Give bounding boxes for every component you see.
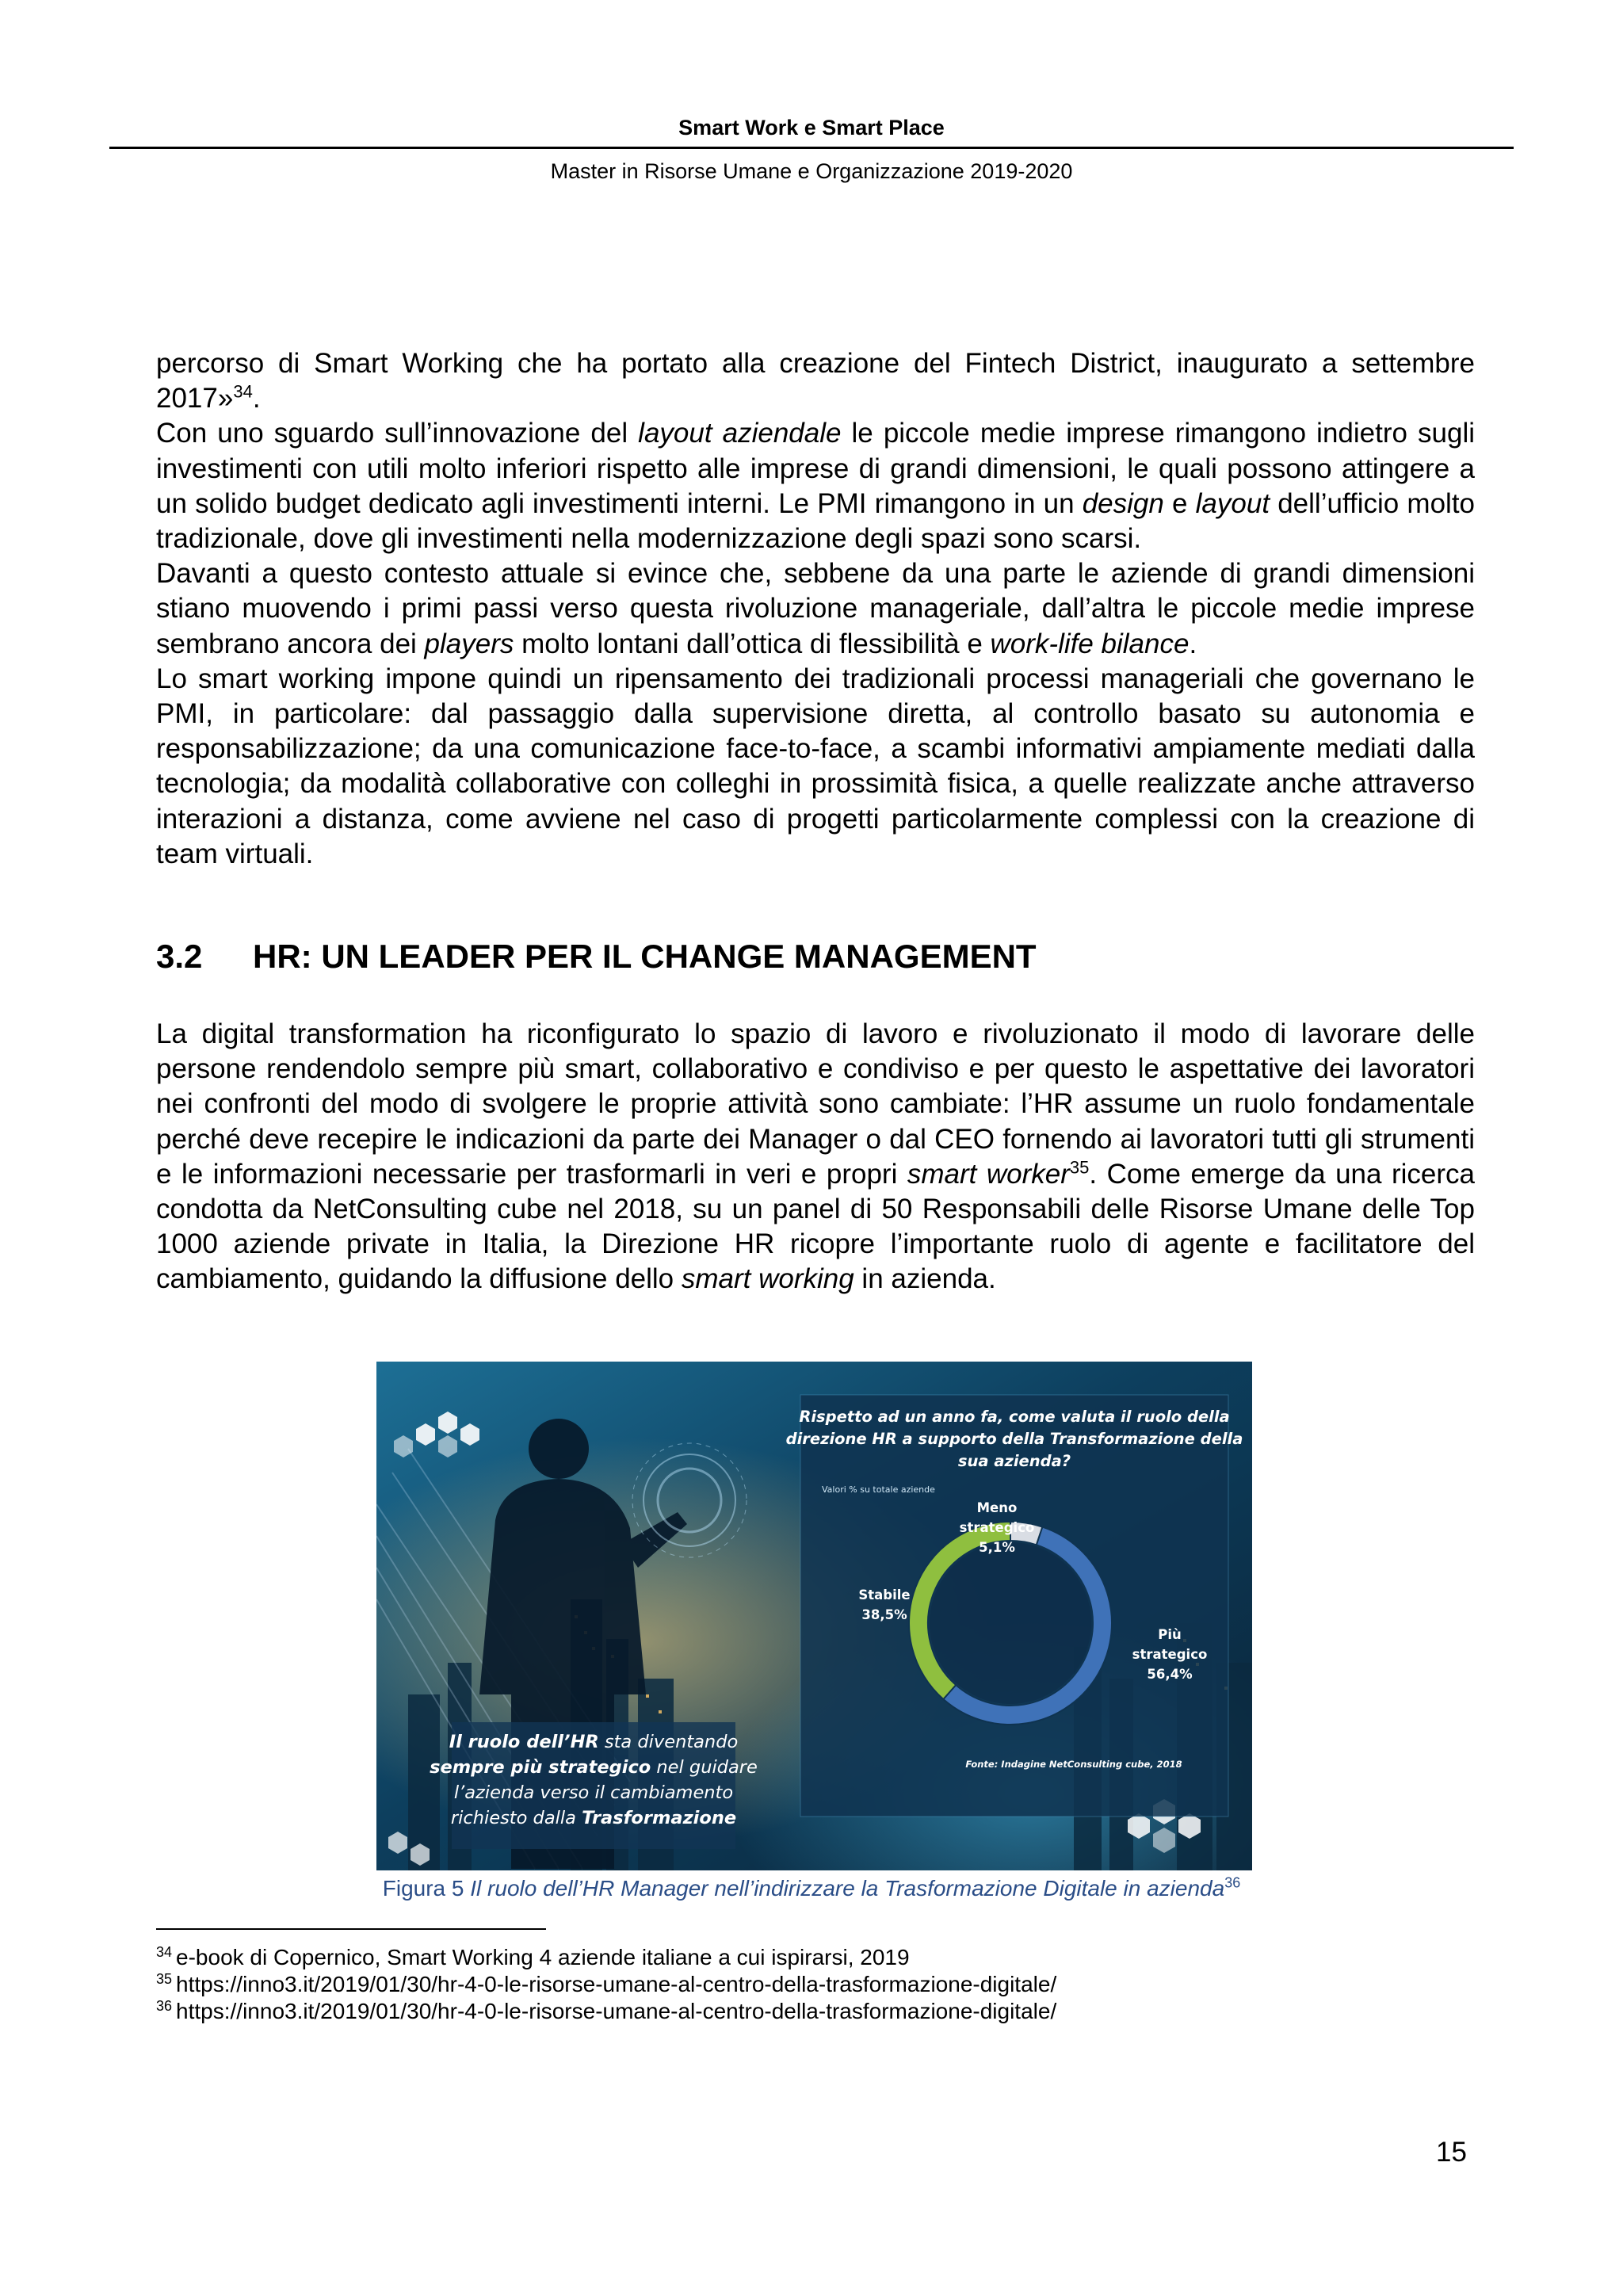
svg-text:l’azienda verso il cambiamento: l’azienda verso il cambiamento (453, 1782, 734, 1803)
chart-title-line-1: Rispetto ad un anno fa, come valuta il ruolo della (799, 1408, 1230, 1426)
infographic-svg (376, 1362, 1252, 1870)
page-number: 15 (1436, 2137, 1467, 2168)
label-piu-strategico-value: 56,4% (1147, 1667, 1193, 1682)
left-message-box (430, 1722, 758, 1849)
label-meno-strategico-value: 5,1% (979, 1540, 1015, 1555)
paragraph-3: Davanti a questo contesto attuale si evince che, sebbene da una parte le aziende di grandi dimensioni stiano muovendo i primi passi verso questa rivoluzione manageriale, dall’altra le piccole medie imprese sembrano ancora dei players molto lontani dall’ottica di flessibilità e work-life bilance. (156, 558, 1475, 659)
label-piu-strategico-2: strategico (1132, 1647, 1208, 1662)
footnote-ref-34[interactable]: 34 (233, 381, 253, 402)
paragraph-2: Con uno sguardo sull’innovazione del layout aziendale le piccole medie imprese rimangono indietro sugli investimenti con utili molto inferiori rispetto alle imprese di grandi dimensioni, le quali possono attingere a un solido budget dedicato agli investimenti interni. Le PMI rimangono in un design e layout dell’ufficio molto tradizionale, dove gli investimenti nella modernizzazione degli spazi sono scarsi. (156, 418, 1476, 555)
footnote-link[interactable]: https://inno3.it/2019/01/30/hr-4-0-le-risorse-umane-al-centro-della-trasformazione-digitale/ (176, 1999, 1057, 2023)
label-meno-strategico-2: strategico (959, 1520, 1035, 1535)
svg-text:sempre più strategico nel guid: sempre più strategico nel guidare (430, 1757, 758, 1778)
footnote-ref-35[interactable]: 35 (1069, 1157, 1090, 1178)
donut-hole (930, 1542, 1091, 1704)
footnote-ref-36[interactable]: 36 (1224, 1874, 1241, 1891)
svg-text:richiesto dalla Trasformazione: richiesto dalla Trasformazione (450, 1808, 737, 1828)
running-header-title: Smart Work e Smart Place (678, 116, 945, 139)
body-text-top (156, 346, 1475, 872)
chart-note: Valori % su totale aziende (822, 1484, 935, 1495)
footnote-rule (156, 1928, 546, 1930)
section-title: HR: UN LEADER PER IL CHANGE MANAGEMENT (253, 938, 1037, 975)
body-text-section (156, 1017, 1475, 1297)
chart-panel (786, 1395, 1243, 1817)
running-header-subtitle: Master in Risorse Umane e Organizzazione 2019-2020 (550, 159, 1073, 183)
chart-title-line-3: sua azienda? (957, 1452, 1071, 1470)
label-meno-strategico-1: Meno (976, 1500, 1018, 1515)
figure-caption: Figura 5 Il ruolo dell’HR Manager nell’indirizzare la Trasformazione Digitale in azienda$^{36}$ (382, 1874, 1241, 1901)
paragraph-1: percorso di Smart Working che ha portato alla creazione del Fintech District, inaugurato a settembre 2017»$^{34}$. (156, 348, 1475, 415)
footnote-34: $^{34}$ e-book di Copernico, Smart Working 4 aziende italiane a cui ispirarsi, 2019 (156, 1943, 910, 1969)
footnotes (156, 1944, 1472, 2025)
header-rule (109, 147, 1514, 149)
label-piu-strategico-1: Più (1158, 1627, 1182, 1642)
chart-source: Fonte: Indagine NetConsulting cube, 2018 (965, 1759, 1182, 1770)
svg-text:Il ruolo dell’HR sta diventand: Il ruolo dell’HR sta diventando (449, 1732, 739, 1752)
chart-title-line-2: direzione HR a supporto della Transformazione della (785, 1430, 1243, 1448)
section-heading (156, 938, 1037, 976)
paragraph-5: La digital transformation ha riconfigurato lo spazio di lavoro e rivoluzionato il modo di lavorare delle persone rendendolo sempre più smart, collaborativo e condiviso e per questo le aspettative dei lavoratori nei confronti del modo di svolgere le proprie attività sono cambiate: l’HR assume un ruolo fondamentale perché deve recepire le indicazioni da parte dei Manager o dal CEO fornendo ai lavoratori tutti gli strumenti e le informazioni necessarie per trasformarli in veri e propri smart worker$^{35}$. Come emerge da una ricerca condotta da NetConsulting cube nel 2018, su un panel di 50 Responsabili delle Risorse Umane delle Top 1000 aziende private in Italia, la Direzione HR ricopre l’importante ruolo di agente e facilitatore del cambiamento, guidando la diffusione dello smart working in azienda. (156, 1018, 1475, 1295)
label-stabile: Stabile (858, 1587, 911, 1603)
label-stabile-value: 38,5% (861, 1607, 907, 1622)
paragraph-4: Lo smart working impone quindi un ripensamento dei tradizionali processi manageriali che governano le PMI, in particolare: dal passaggio dalla supervisione diretta, al controllo basato su autonomia e responsabilizzazione; da una comunicazione face-to-face, a scambi informativi ampiamente mediati dalla tecnologia; da modalità collaborative con colleghi in prossimità fisica, a quelle realizzate anche attraverso interazioni a distanza, come avviene nel caso di progetti particolarmente complessi con la creazione di team virtuali. (156, 663, 1475, 869)
footnote-link[interactable]: https://inno3.it/2019/01/30/hr-4-0-le-risorse-umane-al-centro-della-trasformazione-digitale/ (176, 1972, 1057, 1996)
footnote-36: $^{36}$ https://inno3.it/2019/01/30/hr-4-0-le-risorse-umane-al-centro-della-trasformazione-digitale/ (156, 1997, 1057, 2023)
section-number: 3.2 (156, 938, 203, 975)
footnote-35: $^{35}$ https://inno3.it/2019/01/30/hr-4-0-le-risorse-umane-al-centro-della-trasformazione-digitale/ (156, 1970, 1057, 1996)
figure-hr-infographic (376, 1362, 1252, 1870)
